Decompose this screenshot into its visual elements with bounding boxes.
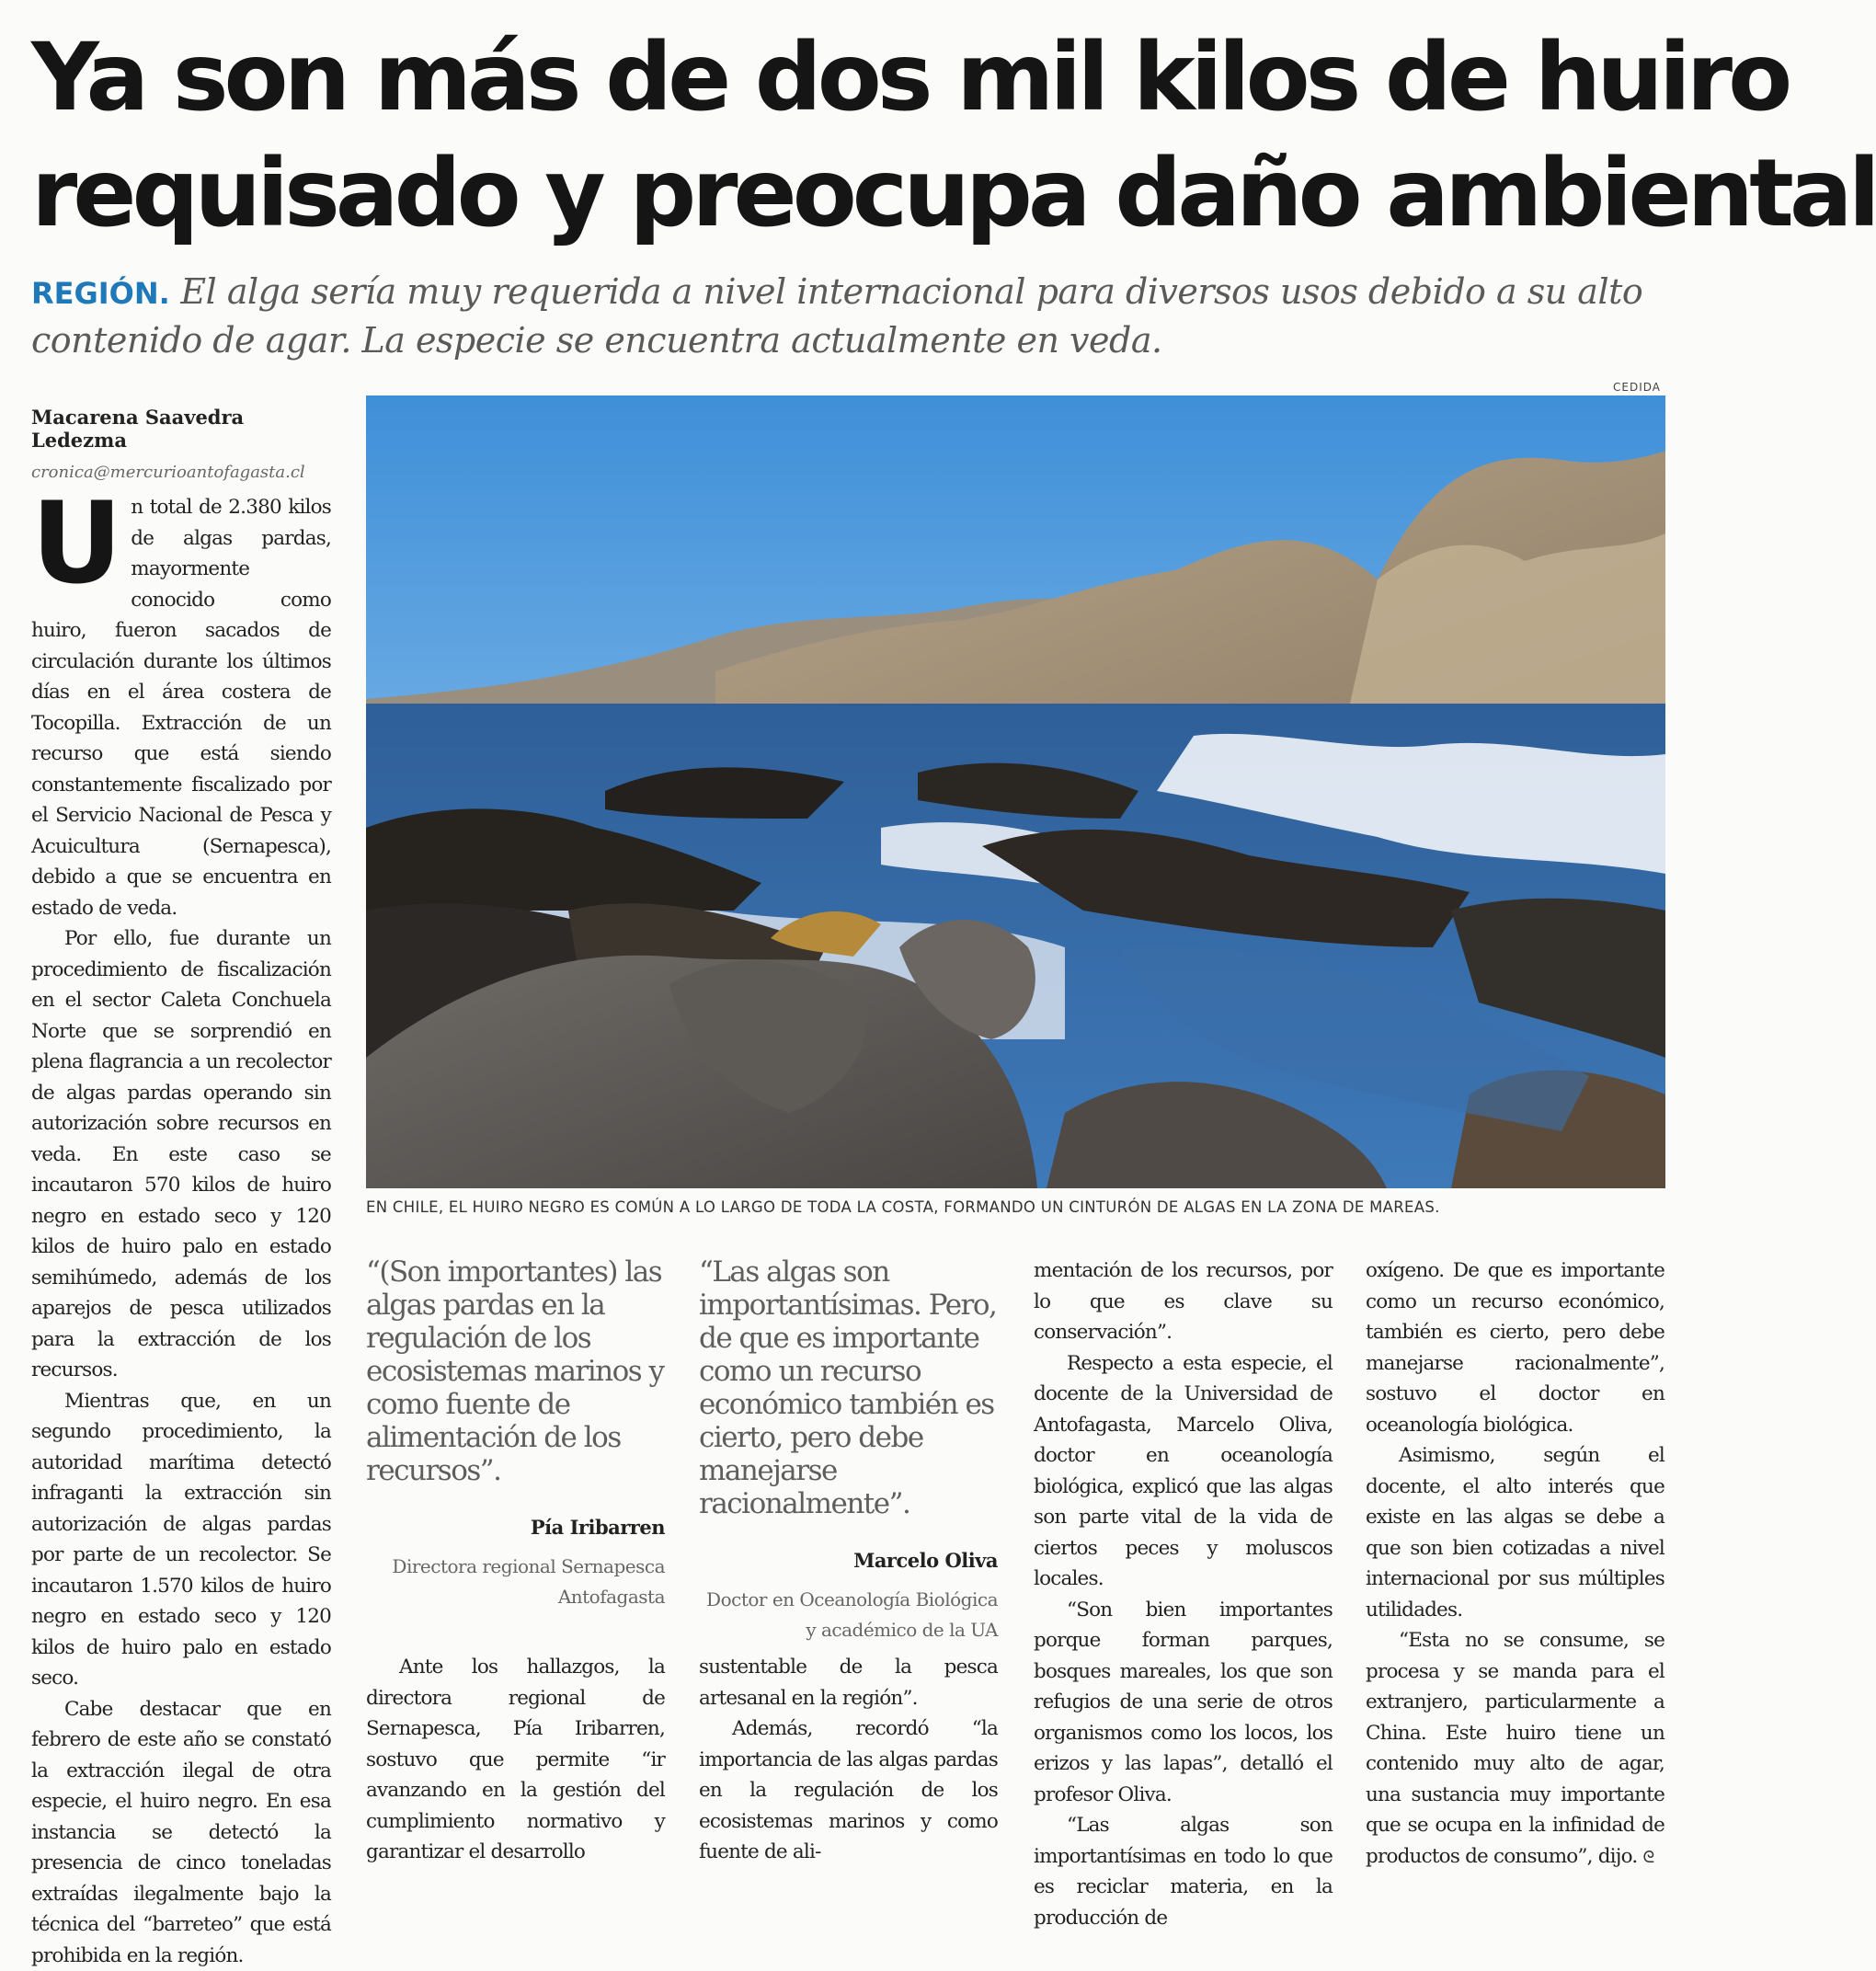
paragraph: “Son bien importantes porque forman parques, bosques mareales, los que son refugios de una serie de otros organismos como los locos, los erizos y las lapas”, detalló el profesor Oliva. bbox=[1034, 1595, 1333, 1811]
paragraph: Además, recordó “la importancia de las algas pardas en la regulación de los ecosistemas marinos y como fuente de ali- bbox=[699, 1713, 998, 1868]
column-5 bbox=[1366, 1255, 1664, 1873]
byline bbox=[31, 406, 335, 482]
headline-line-1: Ya son más de dos mil kilos de huiro bbox=[31, 20, 1668, 136]
pull-quote-2 bbox=[699, 1255, 998, 1645]
paragraph: Por ello, fue durante un procedimiento de fiscalización en el sector Caleta Conchuela Norte que se sorprendió en plena flagrancia a un recolector de algas pardas operando sin autorización sobre recursos en veda. En este caso se incautaron 570 kilos de huiro negro en estado seco y 120 kilos de huiro palo en estado semihúmedo, además de los aparejos de pesca utilizados para la extracción de los recursos. bbox=[31, 923, 331, 1386]
paragraph: Respecto a esta especie, el docente de la Universidad de Antofagasta, Marcelo Oliva, doctor en oceanología biológica, explicó que las algas son parte vital de la vida de ciertos peces y moluscos locales. bbox=[1034, 1348, 1333, 1595]
paragraph: Cabe destacar que en febrero de este año se constató la extracción ilegal de otra especie, el huiro negro. En esa instancia se detectó la presencia de cinco toneladas extraídas ilegalmente bajo la técnica del “barreteo” que está prohibida en la región. bbox=[31, 1694, 331, 1971]
column-1 bbox=[31, 492, 331, 1971]
end-mark-icon: ᘓ bbox=[1642, 1848, 1653, 1867]
photo-credit: CEDIDA bbox=[1613, 381, 1661, 394]
quote-text: “(Son importantes) las algas pardas en la regulación de los ecosistemas marinos y como fuente de alimentación de los recursos”. bbox=[366, 1255, 665, 1487]
lede-text: El alga sería muy requerida a nivel internacional para diversos usos debido a su alto contenido de agar. La especie se encuentra actualmente en veda. bbox=[31, 271, 1642, 361]
coastal-photo bbox=[366, 395, 1665, 1188]
paragraph: Asimismo, según el docente, el alto interés que existe en las algas se debe a que son bien cotizadas a nivel internacional por sus múltiples utilidades. bbox=[1366, 1440, 1664, 1625]
paragraph: Ante los hallazgos, la directora regional de Sernapesca, Pía Iribarren, sostuvo que permite “ir avanzando en la gestión del cumplimiento normativo y garantizar el desarrollo bbox=[366, 1652, 665, 1868]
quote-author-title: Doctor en Oceanología Biológica y académico de la UA bbox=[699, 1585, 998, 1645]
paragraph bbox=[31, 492, 331, 923]
author-name: Macarena Saavedra Ledezma bbox=[31, 406, 335, 452]
lede bbox=[31, 269, 1650, 364]
author-email[interactable]: cronica@mercurioantofagasta.cl bbox=[31, 463, 335, 482]
paragraph: oxígeno. De que es importante como un recurso económico, también es cierto, pero debe manejarse racionalmente”, sostuvo el doctor en oceanología biológica. bbox=[1366, 1255, 1664, 1440]
drop-cap: U bbox=[31, 499, 121, 588]
column-3 bbox=[699, 1652, 998, 1868]
paragraph-text: “Esta no se consume, se procesa y se manda para el extranjero, particularmente a China. Este huiro tiene un contenido muy alto de agar, una sustancia muy importante que se ocupa en la infinidad de productos de consumo”, dijo. bbox=[1366, 1629, 1664, 1868]
coastline-illustration bbox=[366, 395, 1665, 1188]
pull-quote-1 bbox=[366, 1255, 665, 1612]
quote-author: Marcelo Oliva bbox=[699, 1544, 998, 1577]
quote-text: “Las algas son importantísimas. Pero, de que es importante como un recurso económico también es cierto, pero debe manejarse racionalmente”. bbox=[699, 1255, 998, 1520]
column-4 bbox=[1034, 1255, 1333, 1933]
column-2 bbox=[366, 1652, 665, 1868]
paragraph: mentación de los recursos, por lo que es clave su conservación”. bbox=[1034, 1255, 1333, 1348]
paragraph: sustentable de la pesca artesanal en la región”. bbox=[699, 1652, 998, 1713]
paragraph bbox=[1366, 1625, 1664, 1873]
paragraph-text: n total de 2.380 kilos de algas pardas, mayormente conocido como huiro, fueron sacados de circulación durante los últimos días en el área costera de Tocopilla. Extracción de un recurso que está siendo constantemente fiscalizado por el Servicio Nacional de Pesca y Acuicultura (Sernapesca), debido a que se encuentra en estado de veda. bbox=[31, 496, 331, 920]
paragraph: “Las algas son importantísimas en todo lo que es reciclar materia, en la producción de bbox=[1034, 1810, 1333, 1933]
photo-caption: EN CHILE, EL HUIRO NEGRO ES COMÚN A LO LARGO DE TODA LA COSTA, FORMANDO UN CINTURÓN DE ALGAS EN LA ZONA DE MAREAS. bbox=[366, 1198, 1667, 1216]
quote-author: Pía Iribarren bbox=[366, 1511, 665, 1544]
headline-line-2: requisado y preocupa daño ambiental bbox=[31, 136, 1668, 252]
paragraph: Mientras que, en un segundo procedimiento, la autoridad marítima detectó infraganti la extracción sin autorización de algas pardas por parte de un recolector. Se incautaron 1.570 kilos de huiro negro en estado seco y 120 kilos de huiro palo en estado seco. bbox=[31, 1386, 331, 1694]
quote-author-title: Directora regional Sernapesca Antofagasta bbox=[366, 1552, 665, 1612]
headline bbox=[31, 20, 1668, 252]
section-label: REGIÓN. bbox=[31, 276, 170, 311]
